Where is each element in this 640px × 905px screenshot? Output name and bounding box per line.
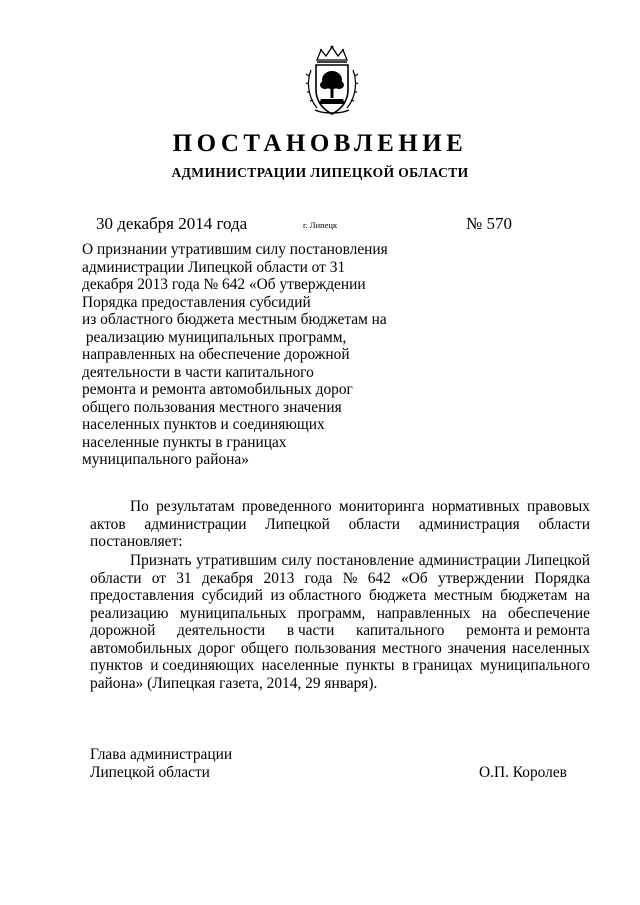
- word: местного: [381, 639, 442, 657]
- word: и соединяющих: [150, 657, 255, 674]
- word: «Об: [401, 569, 428, 587]
- paragraph-line: постановляет:: [90, 533, 183, 550]
- paragraph-line: [90, 605, 590, 623]
- word: обеспечение: [508, 604, 590, 622]
- paragraph-line: [90, 570, 590, 588]
- word: бюджетам: [500, 587, 568, 604]
- word: субсидий: [201, 587, 264, 604]
- word: капитального: [356, 622, 445, 639]
- subject-line: Порядка предоставления субсидий: [82, 293, 311, 311]
- word: пользования: [294, 639, 377, 657]
- paragraph-line: [90, 640, 590, 658]
- word: направленных: [376, 604, 471, 622]
- word: 31: [176, 569, 192, 587]
- word: правовых: [527, 498, 590, 515]
- paragraph-line: [90, 587, 590, 605]
- word: №: [342, 569, 358, 587]
- word: нормативных: [431, 498, 520, 515]
- word: области: [90, 569, 142, 587]
- subject-line: общего пользования местного значения: [82, 398, 342, 416]
- word: дорожной: [90, 622, 156, 639]
- word: на: [481, 604, 497, 622]
- subject-line: муниципального района»: [82, 451, 249, 468]
- word: Липецкой: [525, 552, 590, 569]
- word: ремонта и ремонта: [466, 622, 590, 639]
- subject-line: населенные пункты в границах: [82, 433, 287, 451]
- subject-line: ремонта и ремонта автомобильных дорог: [82, 381, 353, 398]
- word: года: [304, 569, 333, 587]
- word: в границах: [401, 657, 473, 674]
- document-city: г. Липецк: [303, 220, 338, 230]
- word: населенные: [261, 657, 339, 674]
- word: Липецкой: [265, 515, 330, 533]
- position-line: Глава администрации: [90, 746, 233, 763]
- paragraph-line: района» (Липецкая газета, 2014, 29 января).: [90, 674, 378, 692]
- subject-line: О признании утратившим силу постановления: [82, 241, 388, 258]
- word: утратившим: [196, 552, 277, 569]
- word: области: [538, 515, 590, 533]
- resolution-subject: [82, 241, 402, 469]
- word: проведенного: [241, 498, 332, 515]
- signatory-name: О.П. Королев: [479, 764, 567, 781]
- word: 642: [367, 569, 391, 587]
- word: бюджета: [369, 587, 427, 604]
- word: от: [151, 569, 166, 587]
- word: области: [348, 515, 401, 533]
- subject-line: направленных на обеспечение дорожной: [82, 346, 350, 363]
- word: реализацию: [90, 604, 169, 622]
- preamble-paragraph: [90, 498, 590, 551]
- word: пунктов: [90, 657, 143, 674]
- signatory-position: [90, 746, 232, 782]
- word: пункты: [345, 657, 395, 674]
- word: предоставления: [90, 587, 195, 604]
- document-number: № 570: [466, 214, 512, 233]
- word: результатам: [156, 498, 235, 515]
- word: администрация: [418, 515, 520, 533]
- subject-line: из областного бюджета местным бюджетам на: [82, 311, 387, 328]
- word: в части: [286, 622, 335, 639]
- word: из областного: [270, 587, 362, 604]
- word: муниципального: [480, 657, 590, 674]
- subject-line: населенных пунктов и соединяющих: [82, 416, 325, 433]
- word: 2013: [263, 569, 295, 587]
- word: населенных: [512, 639, 590, 657]
- issuing-authority: АДМИНИСТРАЦИИ ЛИПЕЦКОЙ ОБЛАСТИ: [171, 165, 469, 180]
- word: декабря: [201, 569, 254, 587]
- coat-of-arms-emblem-icon: [303, 44, 361, 118]
- word: Порядка: [534, 569, 590, 587]
- word: общего: [240, 639, 289, 657]
- subject-line: администрации Липецкой области от 31: [82, 258, 346, 276]
- document-title: ПОСТАНОВЛЕНИЕ: [172, 130, 468, 157]
- word: утверждении: [437, 569, 525, 587]
- word: мониторинга: [339, 498, 425, 515]
- paragraph-line: [90, 498, 590, 516]
- paragraph-line: [90, 552, 590, 570]
- paragraph-line: [90, 516, 590, 534]
- word: на: [574, 587, 590, 604]
- word: администрации: [418, 552, 521, 569]
- word: силу: [281, 552, 312, 569]
- word: Признать: [130, 552, 192, 569]
- position-line: Липецкой области: [90, 764, 210, 781]
- word: администрации: [144, 515, 247, 533]
- resolution-paragraph: [90, 552, 590, 692]
- word: местным: [433, 587, 493, 604]
- word: дорог: [197, 639, 236, 657]
- word: деятельности: [177, 622, 266, 639]
- word: значения: [447, 639, 507, 657]
- subject-line: деятельности в части капитального: [82, 363, 314, 381]
- paragraph-line: [90, 657, 590, 675]
- subject-line: реализацию муниципальных программ,: [82, 328, 347, 346]
- paragraph-line: [90, 622, 590, 640]
- word: актов: [90, 515, 126, 533]
- document-date: 30 декабря 2014 года: [96, 214, 248, 233]
- word: автомобильных: [90, 639, 193, 657]
- word: муниципальных: [179, 604, 287, 622]
- subject-line: декабря 2013 года № 642 «Об утверждении: [82, 276, 366, 293]
- word: программ,: [297, 604, 366, 622]
- word: постановление: [316, 552, 415, 569]
- word: По: [130, 498, 149, 515]
